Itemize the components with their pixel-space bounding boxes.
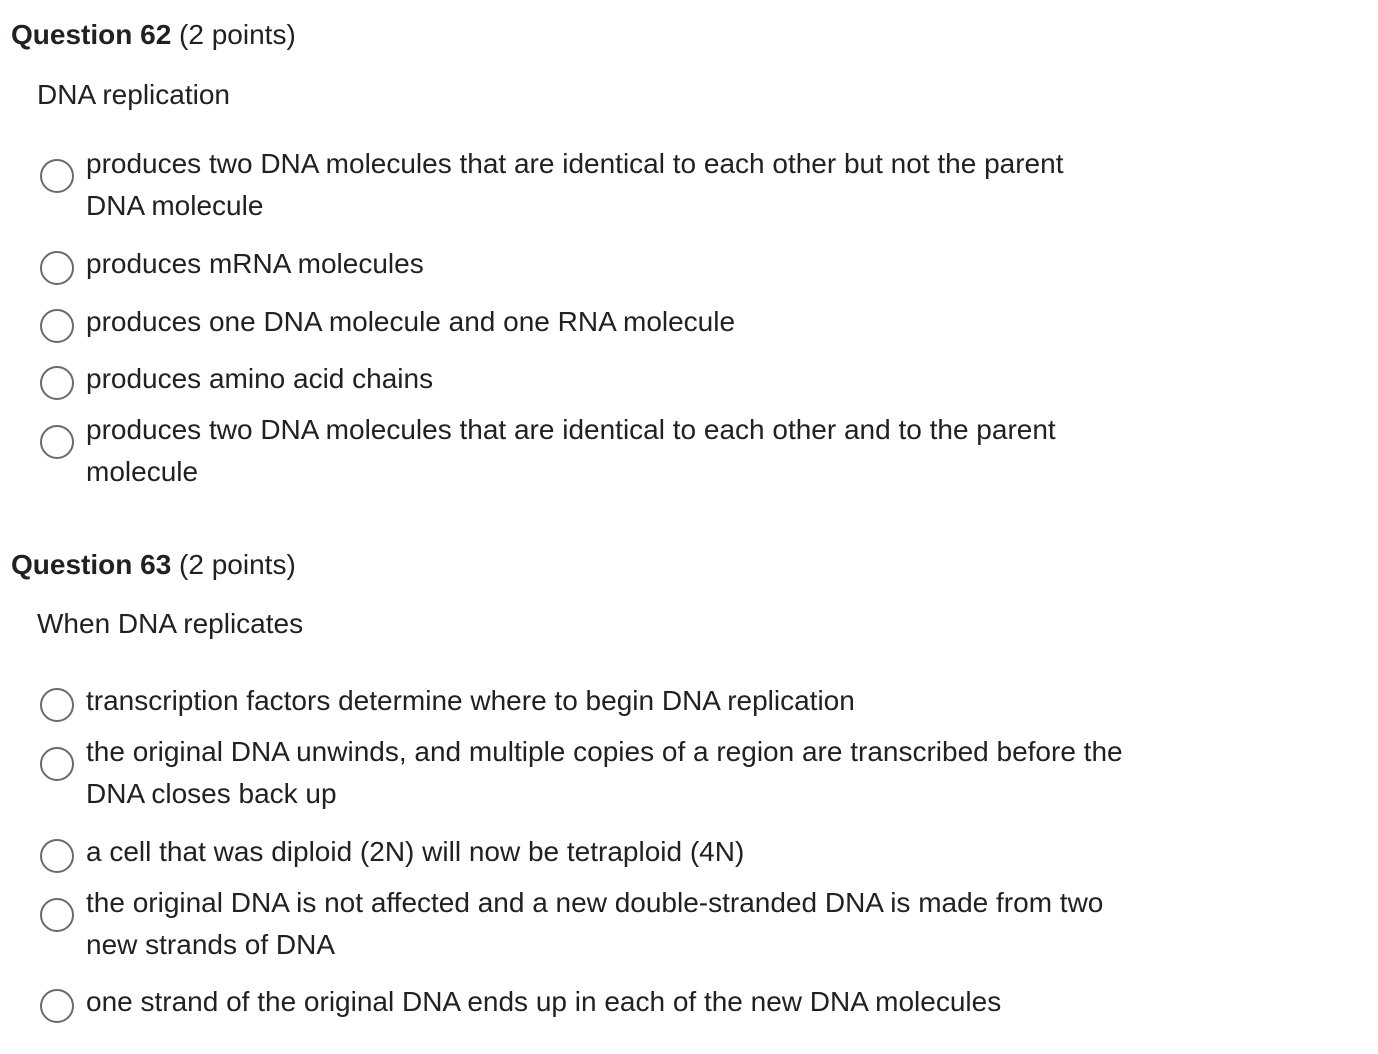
answer-option[interactable] (40, 409, 1130, 493)
answer-option-text: produces one DNA molecule and one RNA molecule (86, 306, 736, 337)
answer-option-text: produces two DNA molecules that are identical to each other and to the parent molecule (86, 414, 1056, 487)
answer-option[interactable] (40, 882, 1130, 966)
radio-button[interactable] (40, 989, 74, 1023)
answer-option-text: one strand of the original DNA ends up in each of the new DNA molecules (86, 986, 1002, 1017)
answer-option-text: transcription factors determine where to begin DNA replication (86, 685, 855, 716)
radio-button[interactable] (40, 309, 74, 343)
answer-option[interactable] (40, 301, 1130, 343)
question-prompt: When DNA replicates (37, 608, 304, 639)
answer-option[interactable] (40, 358, 1130, 400)
answer-option-text: produces two DNA molecules that are identical to each other but not the parent DNA molecule (86, 148, 1064, 221)
answer-option-text: produces amino acid chains (86, 363, 434, 394)
question-header (11, 548, 296, 582)
radio-button[interactable] (40, 898, 74, 932)
radio-button[interactable] (40, 159, 74, 193)
answer-option[interactable] (40, 243, 1130, 285)
radio-button[interactable] (40, 839, 74, 873)
question-title: Question 63 (11, 549, 172, 580)
answer-option[interactable] (40, 143, 1130, 227)
question-title: Question 62 (11, 19, 172, 50)
answer-option-text: a cell that was diploid (2N) will now be tetraploid (4N) (86, 836, 745, 867)
answer-option[interactable] (40, 981, 1130, 1023)
question-points: (2 points) (179, 19, 296, 50)
answer-option-text: the original DNA is not affected and a new double-stranded DNA is made from two new strands of DNA (86, 887, 1104, 960)
question-header (11, 18, 296, 52)
question-points: (2 points) (179, 549, 296, 580)
answer-option[interactable] (40, 680, 1130, 722)
answer-option[interactable] (40, 731, 1130, 815)
radio-button[interactable] (40, 425, 74, 459)
answer-option-text: the original DNA unwinds, and multiple copies of a region are transcribed before the DNA closes back up (86, 736, 1123, 809)
question-prompt: DNA replication (37, 79, 230, 110)
radio-button[interactable] (40, 747, 74, 781)
radio-button[interactable] (40, 688, 74, 722)
answer-option[interactable] (40, 831, 1130, 873)
answer-option-text: produces mRNA molecules (86, 248, 424, 279)
radio-button[interactable] (40, 366, 74, 400)
radio-button[interactable] (40, 251, 74, 285)
